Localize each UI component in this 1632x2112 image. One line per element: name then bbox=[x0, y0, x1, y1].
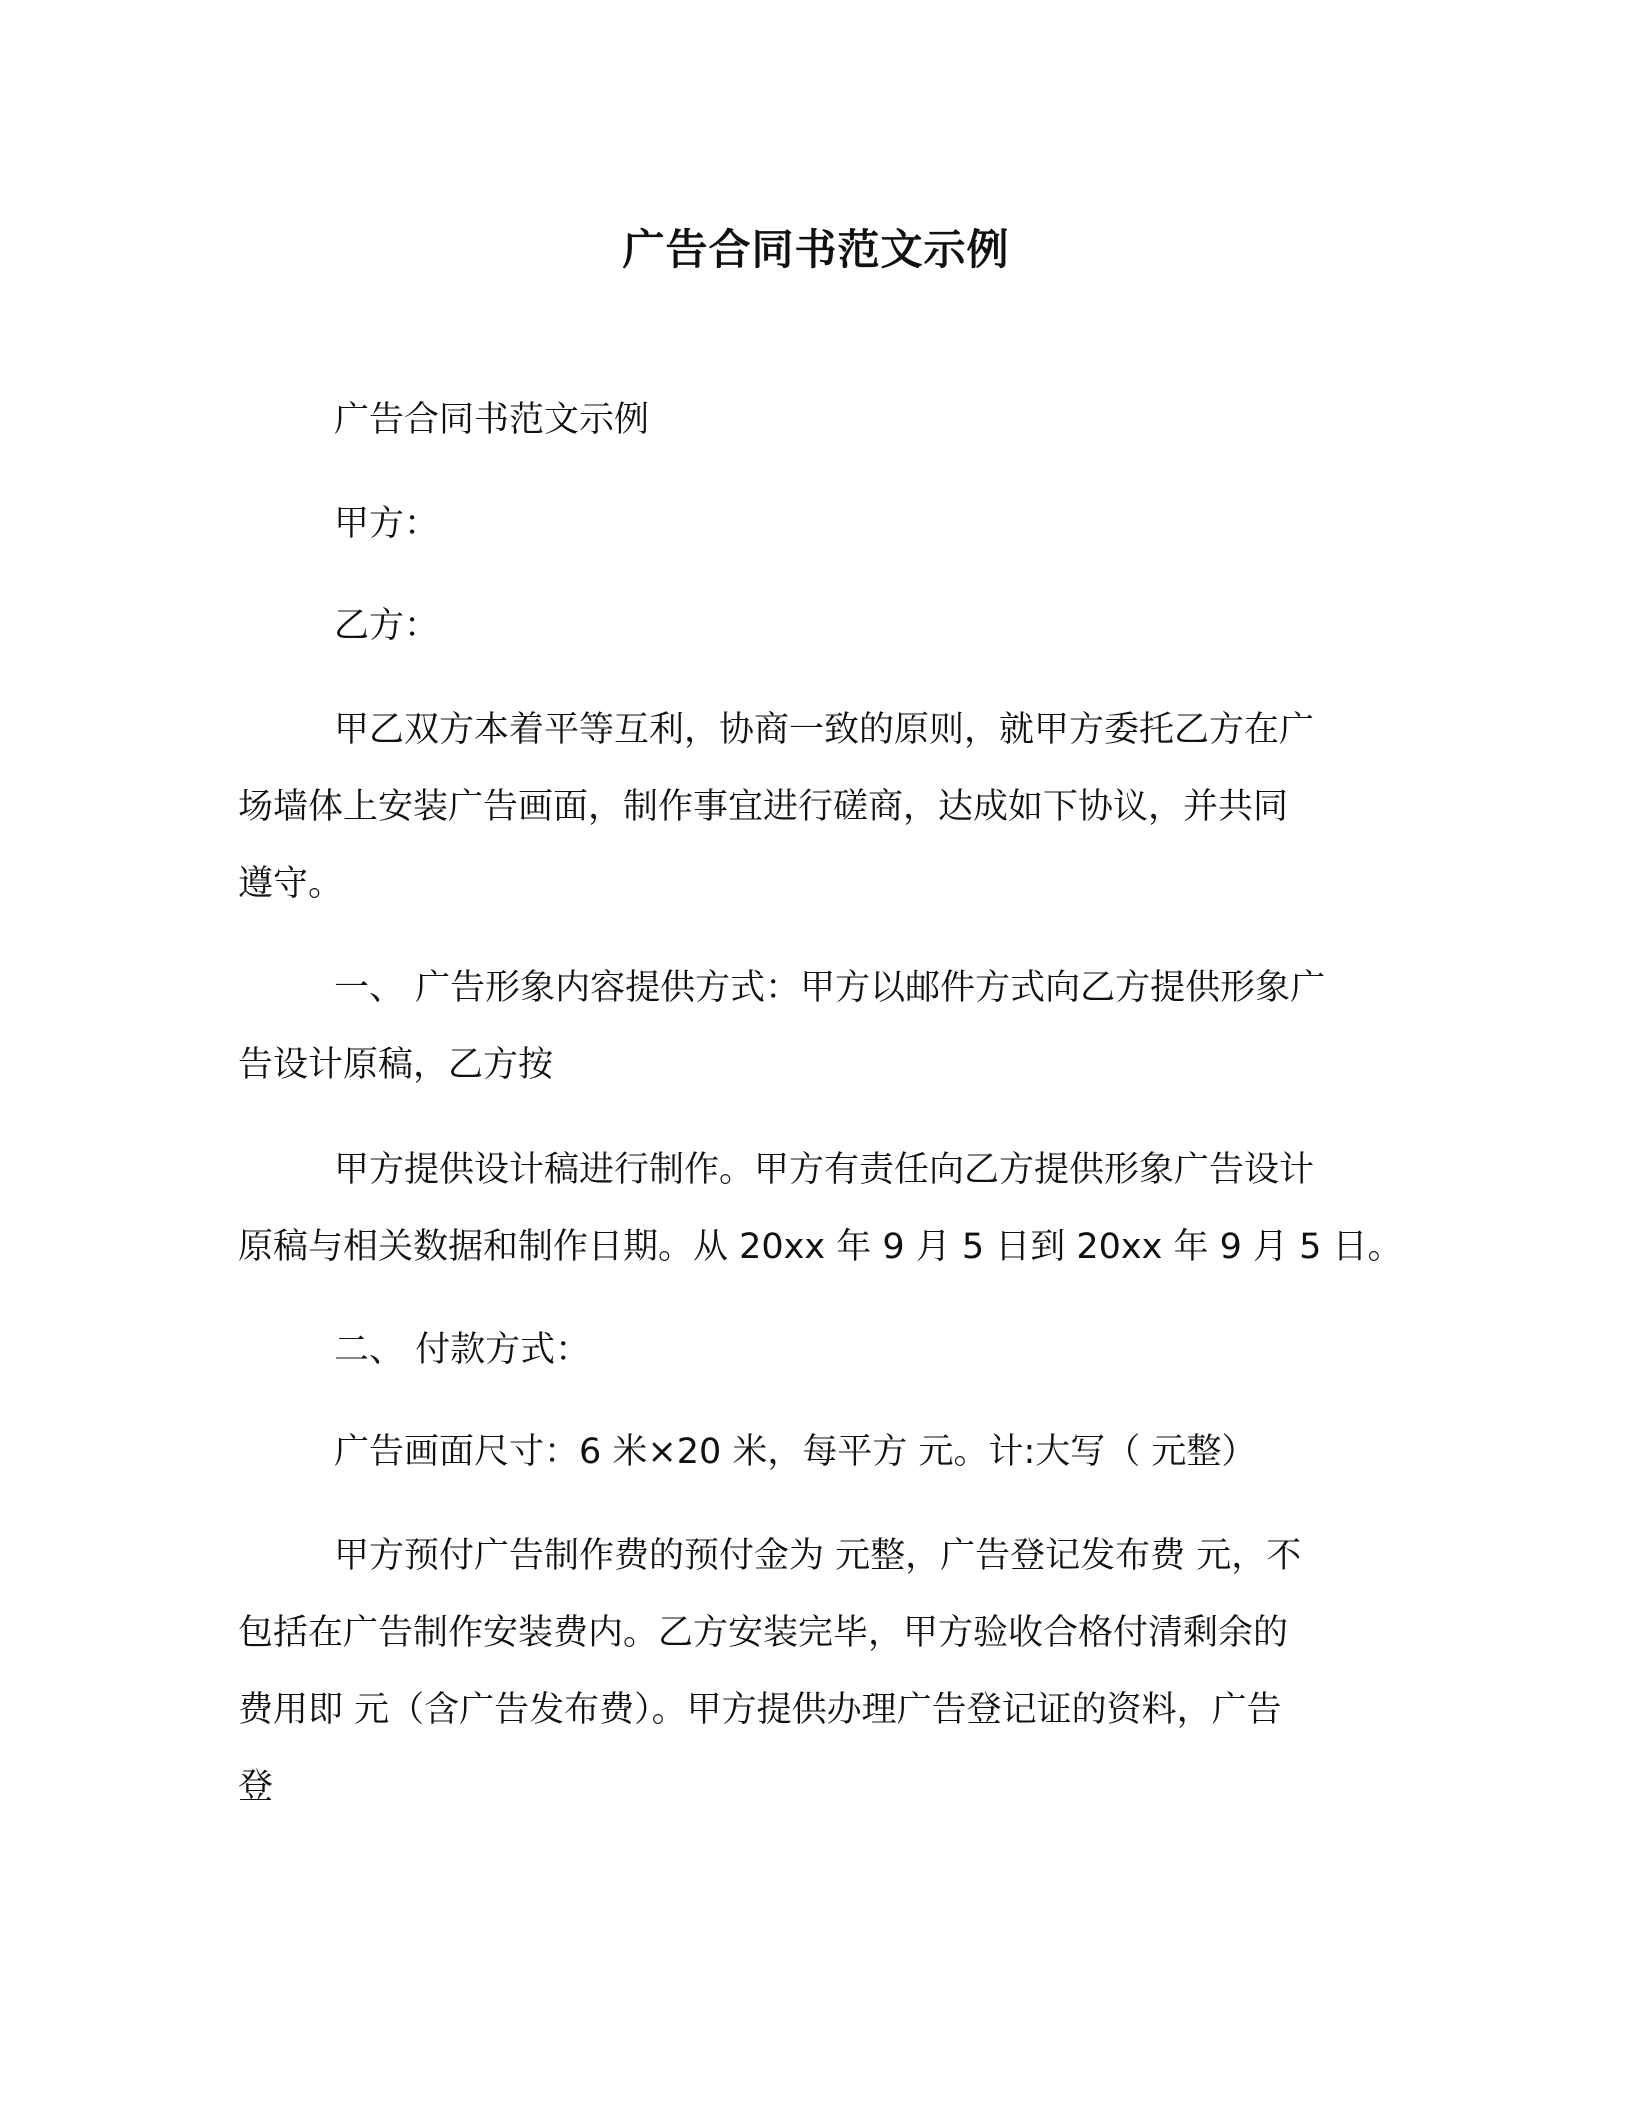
paragraph-line: 包括在广告制作安装费内。乙方安装完毕，甲方验收合格付清剩余的 bbox=[238, 1613, 1289, 1653]
document-title: 广告合同书范文示例 bbox=[622, 225, 1010, 274]
paragraph-line: 告设计原稿，乙方按 bbox=[238, 1045, 554, 1085]
paragraph-line: 费用即 元（含广告发布费）。甲方提供办理广告登记证的资料，广告 bbox=[238, 1690, 1282, 1730]
paragraph-line: 场墙体上安装广告画面，制作事宜进行磋商，达成如下协议，并共同 bbox=[238, 787, 1289, 827]
paragraph-ad-size bbox=[238, 1414, 1256, 1491]
paragraph-line: 甲乙双方本着平等互利，协商一致的原则，就甲方委托乙方在广 bbox=[334, 710, 1315, 750]
paragraph-party-a bbox=[238, 486, 439, 563]
paragraph-line: 甲方： bbox=[334, 504, 440, 544]
paragraph-line: 登 bbox=[238, 1767, 274, 1807]
paragraph-party-b bbox=[238, 588, 439, 665]
paragraph-payment-terms bbox=[238, 1518, 1301, 1826]
paragraph-clause-1 bbox=[238, 950, 1325, 1104]
paragraph-line: 乙方： bbox=[334, 606, 440, 646]
paragraph-line: 广告合同书范文示例 bbox=[334, 400, 650, 440]
paragraph-line: 一、 广告形象内容提供方式：甲方以邮件方式向乙方提供形象广 bbox=[334, 968, 1326, 1008]
paragraph-heading-repeat bbox=[238, 382, 649, 459]
paragraph-line: 遵守。 bbox=[238, 864, 344, 904]
paragraph-line: 甲方预付广告制作费的预付金为 元整，广告登记发布费 元，不 bbox=[334, 1536, 1302, 1576]
paragraph-clause-1-continued bbox=[238, 1132, 1403, 1286]
paragraph-line: 甲方提供设计稿进行制作。甲方有责任向乙方提供形象广告设计 bbox=[334, 1150, 1315, 1190]
paragraph-line: 广告画面尺寸：6 米×20 米，每平方 元。计:大写（ 元整） bbox=[334, 1432, 1257, 1472]
paragraph-line: 原稿与相关数据和制作日期。从 20xx 年 9 月 5 日到 20xx 年 9 月 5 日。 bbox=[238, 1227, 1403, 1267]
paragraph-line: 二、 付款方式： bbox=[334, 1330, 591, 1370]
paragraph-clause-2-heading bbox=[238, 1312, 590, 1389]
paragraph-preamble bbox=[238, 692, 1314, 923]
